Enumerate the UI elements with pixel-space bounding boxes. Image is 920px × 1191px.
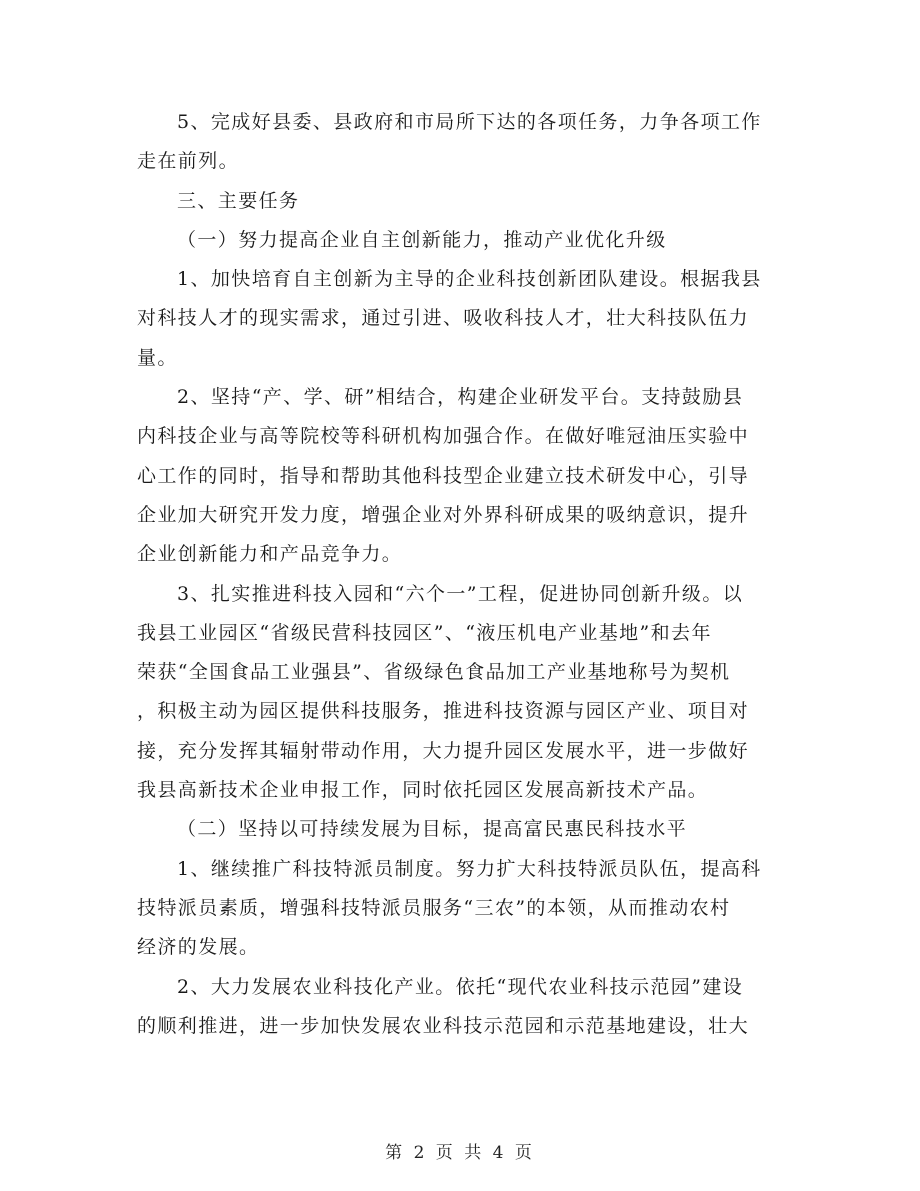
text-line: 1、继续推广科技特派员制度。努力扩大科技特派员队伍，提高科 bbox=[177, 857, 762, 880]
text-line: 企业加大研究开发力度，增强企业对外界科研成果的吸纳意识，提升 bbox=[137, 503, 750, 526]
subsection-heading: （二）坚持以可持续发展为目标，提高富民惠民科技水平 bbox=[177, 818, 688, 841]
text-line: 技特派员素质，增强科技特派员服务“三农”的本领，从而推动农村 bbox=[137, 896, 731, 919]
text-line: 走在前列。 bbox=[137, 150, 240, 173]
text-line: ，积极主动为园区提供科技服务，推进科技资源与园区产业、项目对 bbox=[137, 700, 750, 723]
page-number-footer: 第 2 页 共 4 页 bbox=[385, 1143, 535, 1163]
text-line: 量。 bbox=[137, 346, 178, 369]
text-line: 2、大力发展农业科技化产业。依托“现代农业科技示范园”建设 bbox=[177, 975, 744, 998]
text-line: 经济的发展。 bbox=[137, 936, 260, 959]
text-line: 我县工业园区“省级民营科技园区”、“液压机电产业基地”和去年 bbox=[137, 621, 712, 644]
text-line: 企业创新能力和产品竞争力。 bbox=[137, 543, 403, 566]
text-line: 内科技企业与高等院校等科研机构加强合作。在做好唯冠油压实验中 bbox=[137, 425, 750, 448]
text-line: 2、坚持“产、学、研”相结合，构建企业研发平台。支持鼓励县 bbox=[177, 386, 744, 409]
text-line: 接，充分发挥其辐射带动作用，大力提升园区发展水平，进一步做好 bbox=[137, 739, 750, 762]
text-line: 我县高新技术企业申报工作，同时依托园区发展高新技术产品。 bbox=[137, 779, 709, 802]
text-line: 对科技人才的现实需求，通过引进、吸收科技人才，壮大科技队伍力 bbox=[137, 307, 750, 330]
subsection-heading: （一）努力提高企业自主创新能力，推动产业优化升级 bbox=[177, 228, 667, 251]
text-line: 1、加快培育自主创新为主导的企业科技创新团队建设。根据我县 bbox=[177, 268, 762, 291]
section-heading: 三、主要任务 bbox=[177, 189, 300, 212]
text-line: 的顺利推进，进一步加快发展农业科技示范园和示范基地建设，壮大 bbox=[137, 1014, 750, 1037]
text-line: 3、扎实推进科技入园和“六个一”工程，促进协同创新升级。以 bbox=[177, 582, 744, 605]
text-line: 荣获“全国食品工业强县”、省级绿色食品加工产业基地称号为契机 bbox=[137, 661, 731, 684]
document-body bbox=[137, 103, 787, 1046]
text-line: 心工作的同时，指导和帮助其他科技型企业建立技术研发中心，引导 bbox=[137, 464, 750, 487]
text-line: 5、完成好县委、县政府和市局所下达的各项任务，力争各项工作 bbox=[177, 111, 762, 133]
